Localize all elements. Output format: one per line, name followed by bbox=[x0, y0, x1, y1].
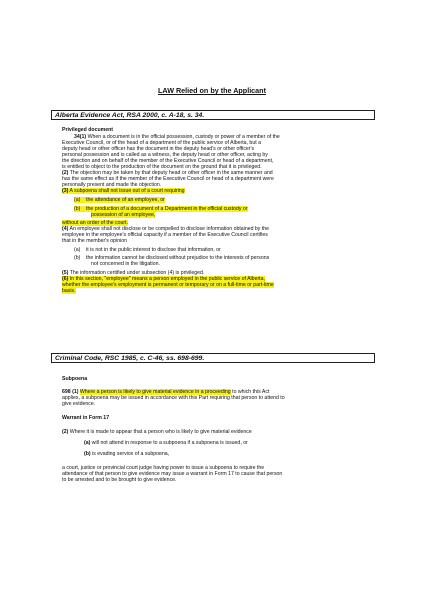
line: give evidence. bbox=[62, 401, 96, 408]
paragraph-text: the information cannot be disclosed without prejudice to the interests of persons bbox=[86, 255, 270, 262]
subsection-number: (2) bbox=[62, 429, 69, 436]
paragraph-text: the production of a document of a Department in the official custody or bbox=[86, 205, 248, 212]
paragraph-3b bbox=[74, 206, 362, 218]
line: a court, justice or provincial court judge having power to issue a subpoena to require the bbox=[62, 465, 265, 472]
line: is entitled to object to the production of the document on the ground that it is privileged. bbox=[62, 164, 262, 171]
line: Where it is made to appear that a person who is likely to give material evidence bbox=[69, 429, 252, 436]
highlighted-text: Where a person is likely to give material evidence in a proceeding bbox=[79, 389, 231, 396]
warrant-heading: Warrant in Form 17 bbox=[62, 415, 110, 422]
paragraph-label: (a) bbox=[84, 440, 91, 447]
section-heading: Privileged document bbox=[62, 127, 114, 133]
line: When a document is in the official possession, custody or power of a member of the bbox=[87, 134, 280, 141]
page-title: LAW Relied on by the Applicant bbox=[158, 86, 266, 95]
subsection-2 bbox=[62, 429, 362, 435]
line: A subpoena shall not issue out of a court requiring bbox=[69, 188, 185, 195]
section-number: 698 (1) bbox=[62, 389, 79, 396]
citation-box-evidence-act bbox=[51, 110, 375, 120]
subsection-number: 34(1) bbox=[74, 134, 87, 141]
line: applies, a subpoena may be issued in accordance with this Part requiring that person to attend to bbox=[62, 395, 285, 402]
subsection-number: (5) bbox=[62, 269, 69, 276]
line: to be arrested and to be brought to give evidence. bbox=[62, 477, 177, 484]
line: The information certified under subsection (4) is privileged. bbox=[69, 269, 205, 276]
paragraph-text: is evading service of a subpoena, bbox=[92, 451, 170, 458]
line: that in the member's opinion bbox=[62, 238, 128, 245]
subsection-3 bbox=[62, 188, 362, 194]
paragraph-4b bbox=[74, 255, 362, 267]
line: An employee shall not disclose or be compelled to disclose information obtained by the bbox=[69, 226, 270, 233]
line: The objection may be taken by that deputy head or other officer in the same manner and bbox=[69, 170, 273, 177]
paragraph-a bbox=[84, 440, 362, 446]
line: whether the employee's employment is permanent or temporary or on a full-time or part-time bbox=[62, 282, 274, 289]
paragraph-label: (a) bbox=[74, 246, 81, 253]
paragraph-4a bbox=[74, 247, 362, 253]
paragraph-text: possession of an employee, bbox=[91, 211, 156, 218]
line: without an order of the court. bbox=[62, 220, 129, 227]
paragraph-text: will not attend in response to a subpoena if a subpoena is issued, or bbox=[91, 440, 248, 447]
subsection-number: (6) bbox=[62, 276, 69, 283]
line: Executive Council, or of the head of a department of the public service of Alberta, but a bbox=[62, 140, 261, 147]
line: employee in the employee's official capacity if a member of the Executive Council certifies bbox=[62, 232, 268, 239]
citation-box-criminal-code bbox=[51, 353, 375, 363]
line: deputy head or other officer has the document in the deputy head's or other officer's bbox=[62, 146, 255, 153]
criminal-code-section bbox=[62, 376, 362, 484]
paragraph-label: (b) bbox=[74, 205, 81, 212]
line: to which this Act bbox=[232, 389, 270, 396]
subsection-number: (4) bbox=[62, 226, 69, 233]
line: personal possession and is called as a witness, the deputy head or other officer, acting by bbox=[62, 152, 268, 159]
section-heading: Subpoena bbox=[62, 376, 88, 382]
paragraph-b bbox=[84, 451, 362, 457]
paragraph-3a bbox=[74, 197, 362, 203]
line: attendance of that person to give evidence may issue a warrant in Form 17 to cause that person bbox=[62, 471, 283, 478]
paragraph-label: (a) bbox=[74, 197, 81, 204]
citation-text: Criminal Code, RSC 1985, c. C-46, ss. 698-699. bbox=[55, 354, 205, 362]
paragraph-label: (b) bbox=[84, 451, 91, 458]
citation-text: Alberta Evidence Act, RSA 2000, c. A-18, s. 34. bbox=[55, 111, 205, 119]
paragraph-text: not concerned in the litigation. bbox=[91, 261, 160, 268]
paragraph-text: it is not in the public interest to disclose that information, or bbox=[86, 246, 221, 253]
line: has the same effect as if the member of the Executive Council or head of a department were bbox=[62, 176, 274, 183]
line: the direction and on behalf of the member of the Executive Council or head of a department, bbox=[62, 158, 274, 165]
subsection-number: (3) bbox=[62, 188, 69, 195]
paragraph-label: (b) bbox=[74, 255, 81, 262]
paragraph-text: the attendance of an employee, or bbox=[86, 197, 165, 204]
line: basis. bbox=[62, 288, 76, 295]
line: personally present and made the objection. bbox=[62, 182, 162, 189]
line: In this section, "employee" means a person employed in the public service of Alberta, bbox=[69, 276, 265, 283]
evidence-act-section bbox=[62, 127, 362, 294]
subsection-number: (2) bbox=[62, 170, 69, 177]
